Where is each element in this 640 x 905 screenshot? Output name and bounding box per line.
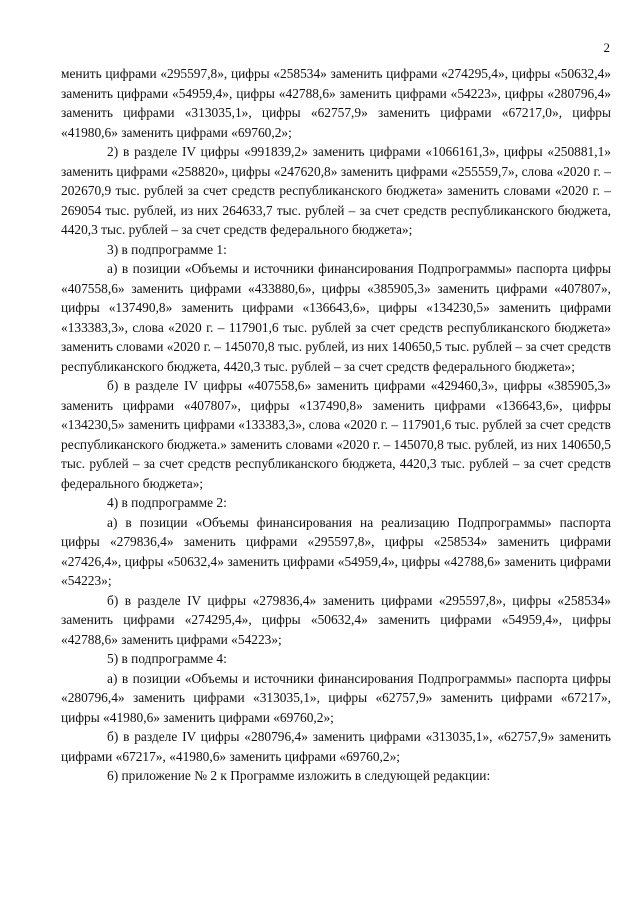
paragraph: а) в позиции «Объемы и источники финансирования Подпрограммы» паспорта цифры «407558,6» заменить цифрами «433880,6», цифры «385905,3» заменить цифрами «407807», цифры «137490,8» заменить цифрами «136643,6», цифры «134230,5» заменить цифрами «133383,3», слова «2020 г. – 117901,6 тыс. рублей за счет средств республиканского бюджета» заменить словами «2020 г. – 145070,8 тыс. рублей, из них 140650,5 тыс. рублей – за счет средств республиканского бюджета, 4420,3 тыс. рублей – за счет средств федерального бюджета»; — [61, 261, 611, 374]
paragraph: а) в позиции «Объемы и источники финансирования Подпрограммы» паспорта цифры «280796,4» заменить цифрами «313035,1», цифры «62757,9» заменить цифрами «67217», цифры «41980,6» заменить цифрами «69760,2»; — [61, 670, 611, 725]
paragraph: 2) в разделе IV цифры «991839,2» заменить цифрами «1066161,3», цифры «250881,1» заменить цифрами «258820», цифры «247620,8» заменить цифрами «255559,7», слова «2020 г. – 202670,9 тыс. рублей за счет средств республиканского бюджета» заменить словами «2020 г. – 269054 тыс. рублей, из них 264633,7 тыс. рублей – за счет средств республиканского бюджета, 4420,3 тыс. рублей – за счет средств федерального бюджета»; — [61, 144, 611, 237]
paragraph: 4) в подпрограмме 2: — [107, 495, 227, 510]
paragraph: б) в разделе IV цифры «280796,4» заменить цифрами «313035,1», «62757,9» заменить цифрами «67217», «41980,6» заменить цифрами «69760,2»; — [61, 729, 611, 764]
paragraph: 3) в подпрограмме 1: — [107, 241, 227, 257]
paragraph: 6) приложение № 2 к Программе изложить в следующей редакции: — [107, 768, 491, 783]
paragraph: б) в разделе IV цифры «407558,6» заменить цифрами «429460,3», цифры «385905,3» заменить цифрами «407807», цифры «137490,8» заменить цифрами «136643,6», цифры «134230,5» заменить цифрами «133383,3», слова «2020 г. – 117901,6 тыс. рублей за счет средств республиканского бюджета.» заменить словами «2020 г. – 145070,8 тыс. рублей, из них 140650,5 тыс. рублей – за счет средств республиканского бюджета, 4420,3 тыс. рублей – за счет средств федерального бюджета»; — [61, 378, 611, 491]
paragraph: менить цифрами «295597,8», цифры «258534» заменить цифрами «274295,4», цифры «50632,4» заменить цифрами «54959,4», цифры «42788,6» заменить цифрами «54223», цифры «280796,4» заменить цифрами «313035,1», цифры «62757,9» заменить цифрами «67217,0», цифры «41980,6» заменить цифрами «69760,2»; — [61, 66, 611, 140]
paragraph: б) в разделе IV цифры «279836,4» заменить цифрами «295597,8», цифры «258534» заменить цифрами «274295,4», цифры «50632,4» заменить цифрами «54959,4», цифры «42788,6» заменить цифрами «54223»; — [61, 592, 611, 647]
paragraph: 5) в подпрограмме 4: — [107, 651, 227, 666]
document-body — [61, 64, 611, 786]
paragraph: а) в позиции «Объемы финансирования на реализацию Подпрограммы» паспорта цифры «279836,4» заменить цифрами «295597,8», цифры «258534» заменить цифрами «27426,4», цифры «50632,4» заменить цифрами «54959,4», цифры «42788,6» заменить цифрами «54223»; — [61, 514, 611, 588]
page-number: 2 — [603, 40, 610, 55]
